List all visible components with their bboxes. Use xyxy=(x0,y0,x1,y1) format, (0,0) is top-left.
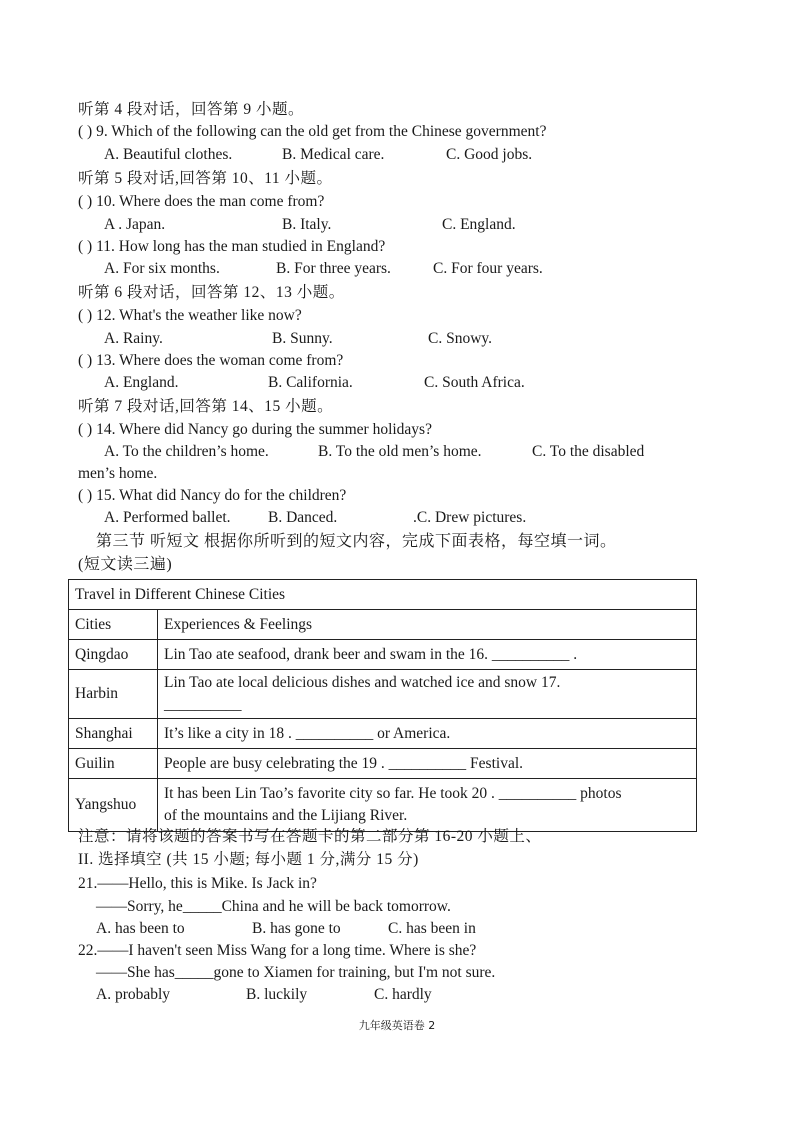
q9-option-c: C. Good jobs. xyxy=(446,146,533,163)
q11-option-c: C. For four years. xyxy=(433,260,543,277)
q10-option-a: A . Japan. xyxy=(104,216,166,233)
blank-line: __________ xyxy=(164,696,242,713)
experience-cell: It’s like a city in 18 . __________ or America. xyxy=(158,719,697,749)
question-11: ( ) 11. How long has the man studied in England? xyxy=(78,238,386,255)
city-cell: Qingdao xyxy=(69,640,158,670)
experience-text-continued: of the mountains and the Lijiang River. xyxy=(164,807,408,824)
question-21-reply: ——Sorry, he_____China and he will be back tomorrow. xyxy=(96,898,451,915)
q13-option-a: A. England. xyxy=(104,374,179,391)
q14-option-c-continued: men’s home. xyxy=(78,465,158,482)
question-22-reply: ——She has_____gone to Xiamen for training, but I'm not sure. xyxy=(96,964,496,981)
question-12: ( ) 12. What's the weather like now? xyxy=(78,307,302,324)
section-5-header: 听第 5 段对话,回答第 10、11 小题。 xyxy=(78,170,333,187)
question-21: 21.——Hello, this is Mike. Is Jack in? xyxy=(78,875,317,892)
question-13: ( ) 13. Where does the woman come from? xyxy=(78,352,344,369)
section-7-header: 听第 7 段对话,回答第 14、15 小题。 xyxy=(78,398,334,415)
question-22: 22.——I haven't seen Miss Wang for a long time. Where is she? xyxy=(78,942,477,959)
q15-option-c: .C. Drew pictures. xyxy=(413,509,527,526)
city-cell: Guilin xyxy=(69,749,158,779)
question-9: ( ) 9. Which of the following can the old get from the Chinese government? xyxy=(78,123,547,140)
experience-text: It has been Lin Tao’s favorite city so far. He took 20 . __________ photos xyxy=(164,785,622,802)
table-row xyxy=(69,779,697,832)
experience-cell xyxy=(158,670,697,719)
q13-option-c: C. South Africa. xyxy=(424,374,525,391)
q21-option-c: C. has been in xyxy=(388,920,476,937)
experience-text: Lin Tao ate local delicious dishes and watched ice and snow 17. xyxy=(164,674,561,691)
q11-option-a: A. For six months. xyxy=(104,260,220,277)
column-header-experiences: Experiences & Feelings xyxy=(158,610,697,640)
question-10: ( ) 10. Where does the man come from? xyxy=(78,193,325,210)
q22-option-a: A. probably xyxy=(96,986,171,1003)
page-footer: 九年级英语卷 2 xyxy=(358,1019,436,1032)
question-14: ( ) 14. Where did Nancy go during the summer holidays? xyxy=(78,421,432,438)
answer-notice: 注意：请将该题的答案书写在答题卡的第二部分第 16-20 小题上、 xyxy=(78,828,542,845)
table-row xyxy=(69,749,697,779)
q15-option-a: A. Performed ballet. xyxy=(104,509,231,526)
question-15: ( ) 15. What did Nancy do for the children? xyxy=(78,487,347,504)
q12-option-c: C. Snowy. xyxy=(428,330,493,347)
q22-option-b: B. luckily xyxy=(246,986,308,1003)
q12-option-b: B. Sunny. xyxy=(272,330,333,347)
part-3-instruction: 第三节 听短文 根据你所听到的短文内容，完成下面表格，每空填一词。 xyxy=(96,533,617,550)
city-cell: Shanghai xyxy=(69,719,158,749)
q9-option-b: B. Medical care. xyxy=(282,146,385,163)
table-row xyxy=(69,640,697,670)
q14-option-a: A. To the children’s home. xyxy=(104,443,269,460)
q12-option-a: A. Rainy. xyxy=(104,330,163,347)
part-3-note: (短文读三遍) xyxy=(78,556,173,573)
table-title: Travel in Different Chinese Cities xyxy=(69,580,697,610)
q10-option-c: C. England. xyxy=(442,216,516,233)
section-6-header: 听第 6 段对话，回答第 12、13 小题。 xyxy=(78,284,345,301)
table-row xyxy=(69,670,697,719)
q11-option-b: B. For three years. xyxy=(276,260,391,277)
experience-cell: People are busy celebrating the 19 . __________ Festival. xyxy=(158,749,697,779)
q9-option-a: A. Beautiful clothes. xyxy=(104,146,233,163)
section-4-header: 听第 4 段对话，回答第 9 小题。 xyxy=(78,101,305,118)
q10-option-b: B. Italy. xyxy=(282,216,332,233)
q21-option-a: A. has been to xyxy=(96,920,185,937)
city-cell: Yangshuo xyxy=(69,779,158,832)
q14-option-b: B. To the old men’s home. xyxy=(318,443,482,460)
q13-option-b: B. California. xyxy=(268,374,353,391)
experience-cell xyxy=(158,779,697,832)
experience-cell: Lin Tao ate seafood, drank beer and swam in the 16. __________ . xyxy=(158,640,697,670)
q15-option-b: B. Danced. xyxy=(268,509,338,526)
travel-table xyxy=(68,579,697,832)
city-cell: Harbin xyxy=(69,670,158,719)
table-row xyxy=(69,719,697,749)
q14-option-c: C. To the disabled xyxy=(532,443,645,460)
q22-option-c: C. hardly xyxy=(374,986,432,1003)
part-2-header: II. 选择填空 (共 15 小题; 每小题 1 分,满分 15 分) xyxy=(78,851,419,868)
q21-option-b: B. has gone to xyxy=(252,920,341,937)
column-header-cities: Cities xyxy=(69,610,158,640)
